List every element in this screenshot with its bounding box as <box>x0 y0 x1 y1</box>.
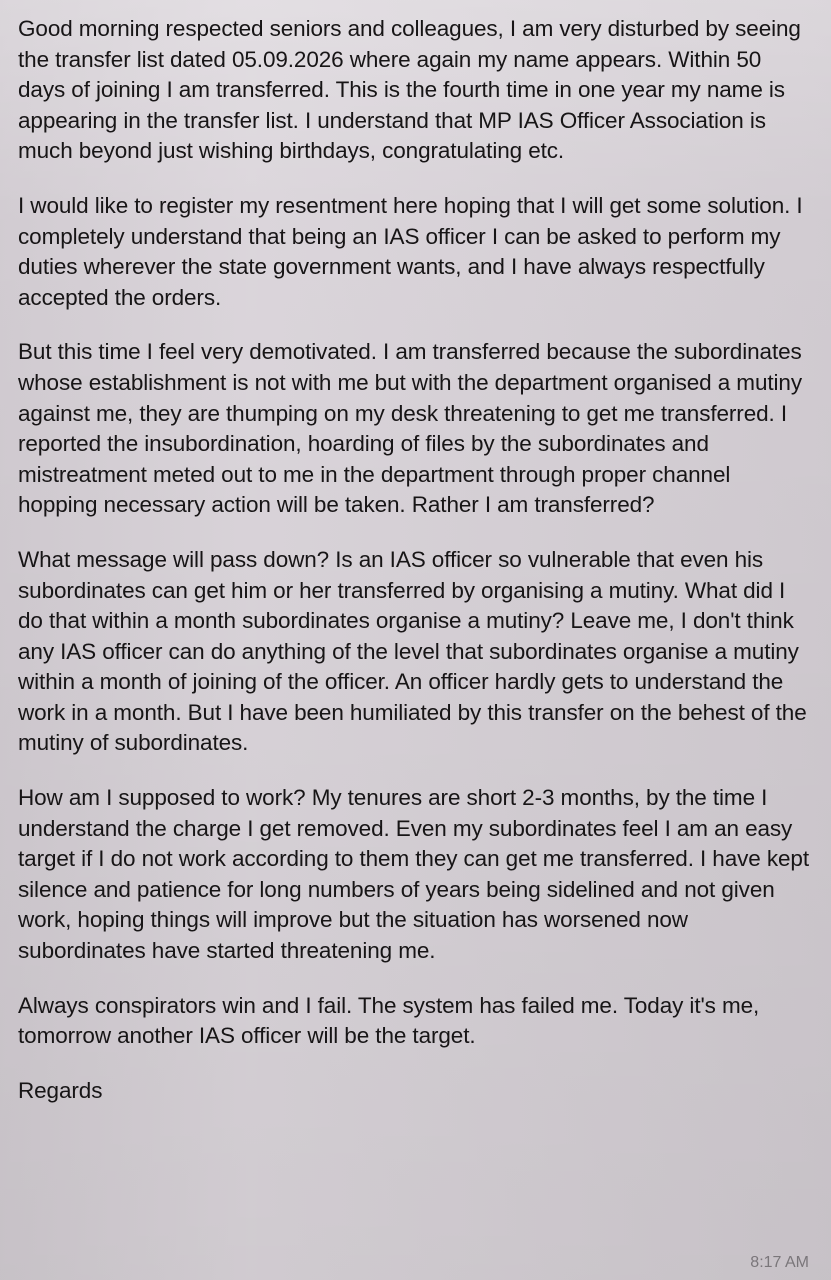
message-paragraph-6: Always conspirators win and I fail. The system has failed me. Today it's me, tomorrow another IAS officer will be the target. <box>18 992 760 1049</box>
message-paragraph-3: But this time I feel very demotivated. I am transferred because the subordinates whose establishment is not with me but with the department organised a mutiny against me, they are thumping on my desk threatening to get me transferred. I reported the insubordination, hoarding of files by the subordinates and mistreatment meted out to me in the department through proper channel hopping necessary action will be taken. Rather I am transferred? <box>18 339 802 518</box>
message-paragraph-1: Good morning respected seniors and colleagues, I am very disturbed by seeing the transfer list dated 05.09.2026 where again my name appears. Within 50 days of joining I am transferred. This is the fourth time in one year my name is appearing in the transfer list. I understand that MP IAS Officer Association is much beyond just wishing birthdays, congratulating etc. <box>18 16 801 164</box>
message-paragraph-2: I would like to register my resentment here hoping that I will get some solution. I completely understand that being an IAS officer I can be asked to perform my duties wherever the state government wants, and I have always respectfully accepted the orders. <box>18 192 803 310</box>
message-timestamp: 8:17 AM <box>750 1254 809 1271</box>
message-paragraph-5: How am I supposed to work? My tenures are short 2-3 months, by the time I understand the charge I get removed. Even my subordinates feel I am an easy target if I do not work according to them they can get me transferred. I have kept silence and patience for long numbers of years being sidelined and not given work, hoping things will improve but the situation has worsened now subordinates have started threatening me. <box>18 785 809 964</box>
message-paragraph-4: What message will pass down? Is an IAS officer so vulnerable that even his subordinates can get him or her transferred by organising a mutiny. What did I do that within a month subordinates organise a mutiny? Leave me, I don't think any IAS officer can do anything of the level that subordinates organise a mutiny within a month of joining of the officer. An officer hardly gets to understand the work in a month. But I have been humiliated by this transfer on the behest of the mutiny of subordinates. <box>18 546 807 756</box>
message-body <box>18 14 809 1106</box>
message-closing: Regards <box>18 1077 103 1103</box>
